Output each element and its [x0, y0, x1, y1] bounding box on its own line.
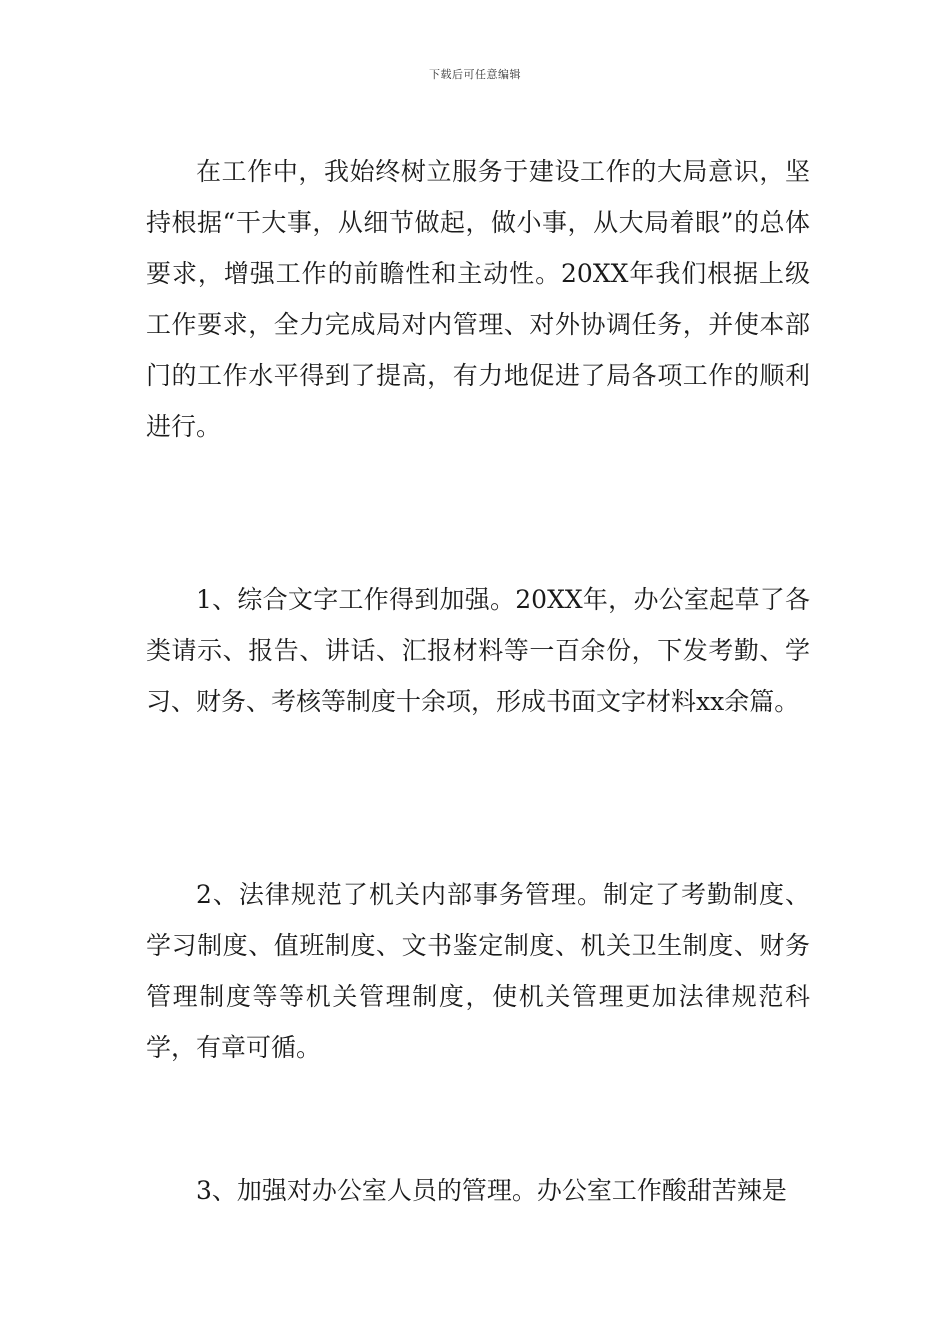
- paragraph-item-2: 2、法律规范了机关内部事务管理。制定了考勤制度、学习制度、值班制度、文书鉴定制度、机关卫生制度、财务管理制度等等机关管理制度，使机关管理更加法律规范科学，有章可循。: [146, 880, 810, 1062]
- paragraph-intro: 在工作中，我始终树立服务于建设工作的大局意识，坚持根据“干大事，从细节做起，做小事，从大局着眼”的总体要求，增强工作的前瞻性和主动性。20XX年我们根据上级工作要求，全力完成局对内管理、对外协调任务，并使本部门的工作水平得到了提高，有力地促进了局各项工作的顺利进行。: [146, 157, 810, 441]
- page-header-note: 下载后可任意编辑: [429, 68, 521, 81]
- paragraph-item-1: 1、综合文字工作得到加强。20XX年，办公室起草了各类请示、报告、讲话、汇报材料等一百余份，下发考勤、学习、财务、考核等制度十余项，形成书面文字材料xx余篇。: [146, 585, 810, 716]
- paragraph-item-3: 3、加强对办公室人员的管理。办公室工作酸甜苦辣是: [196, 1176, 787, 1205]
